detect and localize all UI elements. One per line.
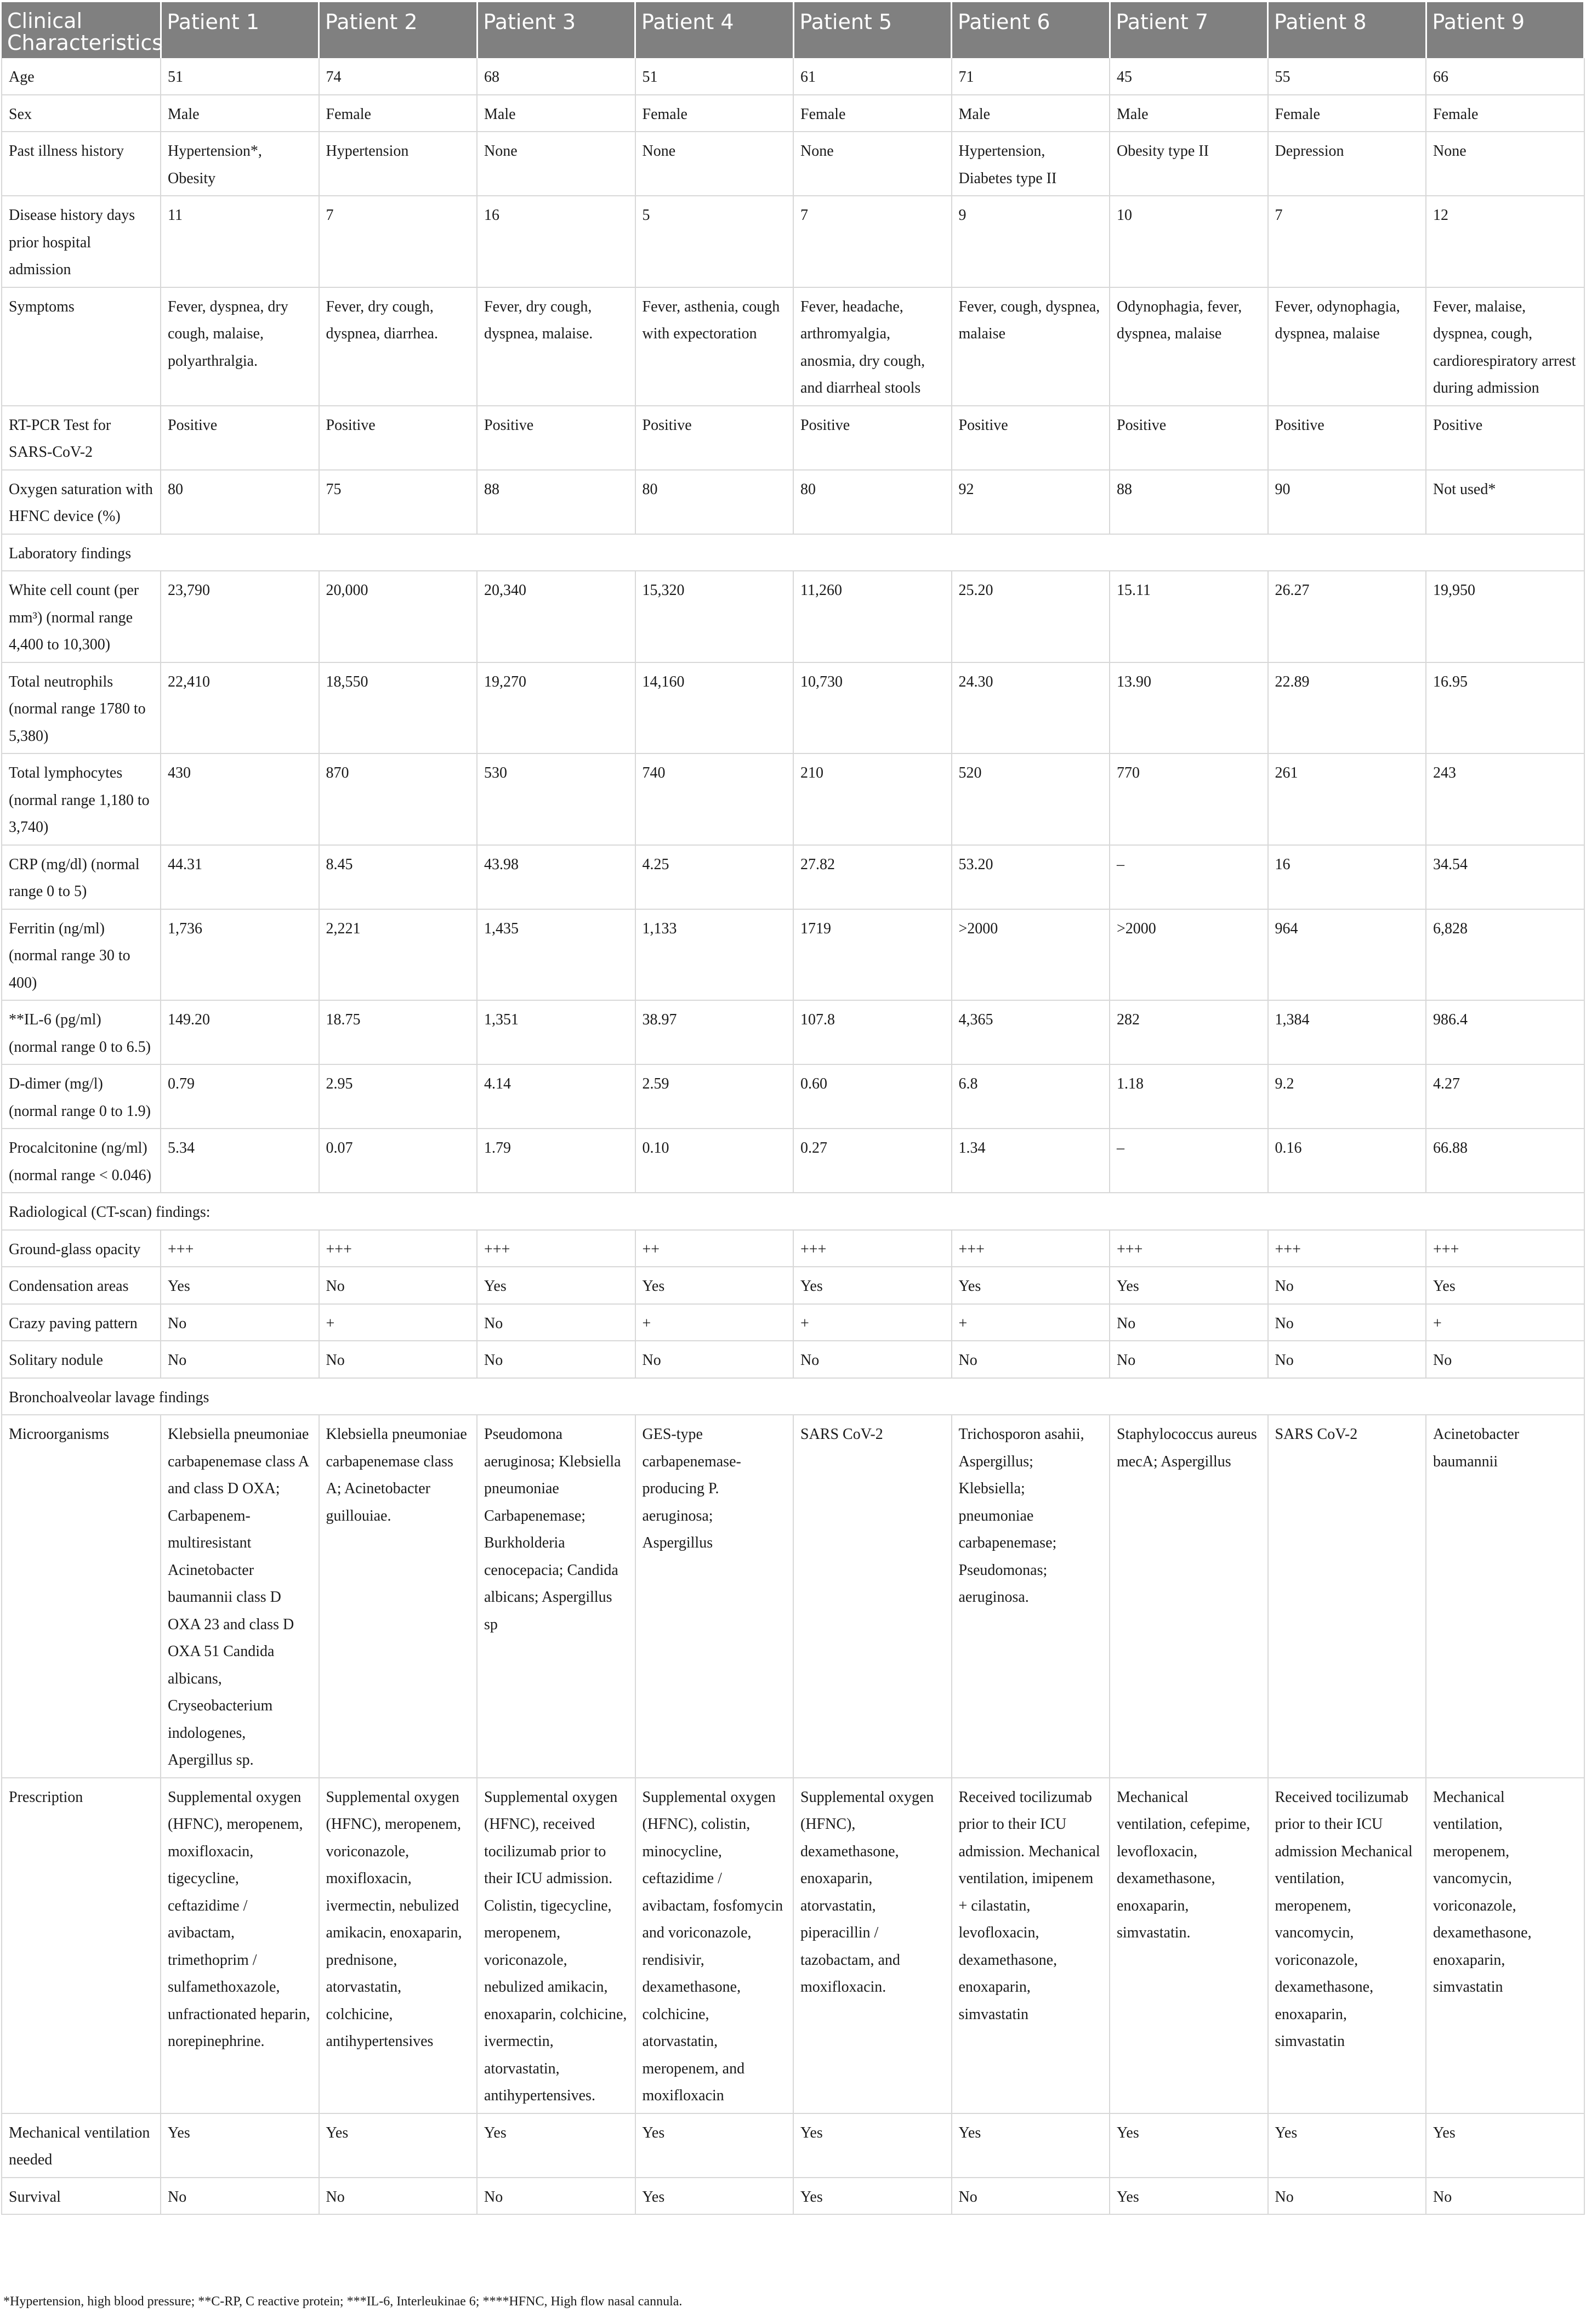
cell-patient-7: Yes [1110, 2178, 1268, 2215]
cell-patient-7: Obesity type II [1110, 132, 1268, 196]
cell-patient-2: No [319, 1341, 477, 1378]
cell-patient-1: 23,790 [161, 571, 319, 662]
cell-patient-8: Depression [1268, 132, 1426, 196]
cell-patient-2: 870 [319, 753, 477, 845]
cell-patient-5: Supplemental oxygen (HFNC), dexamethasone, enoxaparin, atorvastatin, piperacillin / tazobactam, and moxifloxacin. [793, 1778, 952, 2113]
cell-patient-2: Supplemental oxygen (HFNC), meropenem, voriconazole, moxifloxacin, ivermectin, nebulized amikacin, enoxaparin, prednisone, atorvastatin, colchicine, antihypertensives [319, 1778, 477, 2113]
row-label: Procalcitonine (ng/ml) (normal range < 0.046) [2, 1129, 161, 1193]
row-label: Oxygen saturation with HFNC device (%) [2, 470, 161, 534]
cell-patient-9: 4.27 [1426, 1064, 1584, 1129]
row-label: Prescription [2, 1778, 161, 2113]
cell-patient-9: 16.95 [1426, 662, 1584, 754]
cell-patient-9: 66.88 [1426, 1129, 1584, 1193]
header-patient-9: Patient 9 [1426, 2, 1584, 58]
cell-patient-1: 22,410 [161, 662, 319, 754]
cell-patient-7: 13.90 [1110, 662, 1268, 754]
cell-patient-6: 24.30 [952, 662, 1110, 754]
cell-patient-8: Received tocilizumab prior to their ICU admission Mechanical ventilation, meropenem, vancomycin, voriconazole, dexamethasone, enoxaparin, simvastatin [1268, 1778, 1426, 2113]
cell-patient-6: Male [952, 95, 1110, 132]
cell-patient-5: Female [793, 95, 952, 132]
cell-patient-4: + [635, 1304, 794, 1341]
section-label: Laboratory findings [2, 534, 1584, 571]
cell-patient-9: 12 [1426, 196, 1584, 287]
cell-patient-3: Male [477, 95, 635, 132]
cell-patient-4: Yes [635, 1267, 794, 1304]
row-label: Survival [2, 2178, 161, 2215]
cell-patient-9: 6,828 [1426, 909, 1584, 1001]
cell-patient-4: 740 [635, 753, 794, 845]
cell-patient-9: Not used* [1426, 470, 1584, 534]
cell-patient-9: Acinetobacter baumannii [1426, 1415, 1584, 1778]
table-row-ferritin [2, 909, 1584, 1001]
cell-patient-1: Hypertension*, Obesity [161, 132, 319, 196]
cell-patient-6: Yes [952, 1267, 1110, 1304]
cell-patient-2: Hypertension [319, 132, 477, 196]
cell-patient-6: No [952, 1341, 1110, 1378]
cell-patient-1: Yes [161, 2113, 319, 2178]
cell-patient-6: 4,365 [952, 1000, 1110, 1064]
cell-patient-2: Yes [319, 2113, 477, 2178]
cell-patient-7: Yes [1110, 1267, 1268, 1304]
section-label: Bronchoalveolar lavage findings [2, 1378, 1584, 1415]
cell-patient-2: 75 [319, 470, 477, 534]
cell-patient-7: 1.18 [1110, 1064, 1268, 1129]
cell-patient-6: 92 [952, 470, 1110, 534]
row-label: RT-PCR Test for SARS-CoV-2 [2, 406, 161, 470]
cell-patient-4: Female [635, 95, 794, 132]
cell-patient-6: 9 [952, 196, 1110, 287]
header-patient-8: Patient 8 [1268, 2, 1426, 58]
cell-patient-4: GES-type carbapenemase-producing P. aeruginosa; Aspergillus [635, 1415, 794, 1778]
cell-patient-2: Positive [319, 406, 477, 470]
cell-patient-5: Yes [793, 1267, 952, 1304]
table-row-past-illness [2, 132, 1584, 196]
cell-patient-7: Staphylococcus aureus mecA; Aspergillus [1110, 1415, 1268, 1778]
cell-patient-3: +++ [477, 1230, 635, 1267]
cell-patient-9: Yes [1426, 2113, 1584, 2178]
cell-patient-4: 51 [635, 58, 794, 95]
row-label: Symptoms [2, 287, 161, 406]
cell-patient-8: 26.27 [1268, 571, 1426, 662]
cell-patient-6: 25.20 [952, 571, 1110, 662]
table-row-solitary-nodule [2, 1341, 1584, 1378]
cell-patient-5: 27.82 [793, 845, 952, 909]
cell-patient-7: Yes [1110, 2113, 1268, 2178]
cell-patient-4: 15,320 [635, 571, 794, 662]
table-row-survival [2, 2178, 1584, 2215]
cell-patient-2: Female [319, 95, 477, 132]
header-row [2, 2, 1584, 58]
cell-patient-1: Fever, dyspnea, dry cough, malaise, polyarthralgia. [161, 287, 319, 406]
row-label: CRP (mg/dl) (normal range 0 to 5) [2, 845, 161, 909]
cell-patient-9: None [1426, 132, 1584, 196]
cell-patient-2: 2.95 [319, 1064, 477, 1129]
cell-patient-2: 18,550 [319, 662, 477, 754]
table-row-sex [2, 95, 1584, 132]
cell-patient-2: 2,221 [319, 909, 477, 1001]
cell-patient-3: 530 [477, 753, 635, 845]
cell-patient-5: SARS CoV-2 [793, 1415, 952, 1778]
cell-patient-8: 1,384 [1268, 1000, 1426, 1064]
cell-patient-2: Fever, dry cough, dyspnea, diarrhea. [319, 287, 477, 406]
cell-patient-1: 80 [161, 470, 319, 534]
row-label: Mechanical ventilation needed [2, 2113, 161, 2178]
cell-patient-1: 51 [161, 58, 319, 95]
cell-patient-5: No [793, 1341, 952, 1378]
cell-patient-3: No [477, 1341, 635, 1378]
cell-patient-1: Supplemental oxygen (HFNC), meropenem, moxifloxacin, tigecycline, ceftazidime / avibactam, trimethoprim / sulfamethoxazole, unfractionated heparin, norepinephrine. [161, 1778, 319, 2113]
cell-patient-2: 74 [319, 58, 477, 95]
cell-patient-9: +++ [1426, 1230, 1584, 1267]
cell-patient-8: 964 [1268, 909, 1426, 1001]
cell-patient-6: 6.8 [952, 1064, 1110, 1129]
table-row-procalcitonine [2, 1129, 1584, 1193]
table-row-wbc [2, 571, 1584, 662]
cell-patient-4: No [635, 1341, 794, 1378]
row-label: Sex [2, 95, 161, 132]
cell-patient-3: No [477, 2178, 635, 2215]
cell-patient-8: 9.2 [1268, 1064, 1426, 1129]
header-patient-7: Patient 7 [1110, 2, 1268, 58]
cell-patient-7: 15.11 [1110, 571, 1268, 662]
cell-patient-5: 80 [793, 470, 952, 534]
cell-patient-9: 986.4 [1426, 1000, 1584, 1064]
cell-patient-5: Positive [793, 406, 952, 470]
cell-patient-5: None [793, 132, 952, 196]
cell-patient-8: Fever, odynophagia, dyspnea, malaise [1268, 287, 1426, 406]
section-row-radiological [2, 1193, 1584, 1230]
row-label: Disease history days prior hospital admission [2, 196, 161, 287]
cell-patient-6: 1.34 [952, 1129, 1110, 1193]
cell-patient-6: Hypertension, Diabetes type II [952, 132, 1110, 196]
header-patient-1: Patient 1 [161, 2, 319, 58]
cell-patient-1: Positive [161, 406, 319, 470]
cell-patient-9: + [1426, 1304, 1584, 1341]
row-label: Microorganisms [2, 1415, 161, 1778]
table-row-il6 [2, 1000, 1584, 1064]
cell-patient-4: None [635, 132, 794, 196]
cell-patient-5: Yes [793, 2113, 952, 2178]
cell-patient-9: Fever, malaise, dyspnea, cough, cardiorespiratory arrest during admission [1426, 287, 1584, 406]
cell-patient-2: +++ [319, 1230, 477, 1267]
cell-patient-4: 14,160 [635, 662, 794, 754]
cell-patient-8: No [1268, 1304, 1426, 1341]
cell-patient-8: 261 [1268, 753, 1426, 845]
cell-patient-6: Fever, cough, dyspnea, malaise [952, 287, 1110, 406]
cell-patient-9: Yes [1426, 1267, 1584, 1304]
header-patient-2: Patient 2 [319, 2, 477, 58]
row-label: Ground-glass opacity [2, 1230, 161, 1267]
cell-patient-9: 243 [1426, 753, 1584, 845]
cell-patient-5: 1719 [793, 909, 952, 1001]
cell-patient-2: 8.45 [319, 845, 477, 909]
cell-patient-7: 10 [1110, 196, 1268, 287]
cell-patient-9: No [1426, 1341, 1584, 1378]
cell-patient-3: 43.98 [477, 845, 635, 909]
table-row-crazy-paving [2, 1304, 1584, 1341]
cell-patient-3: Pseudomona aeruginosa; Klebsiella pneumoniae Carbapenemase; Burkholderia cenocepacia; Candida albicans; Aspergillus sp [477, 1415, 635, 1778]
row-label: Solitary nodule [2, 1341, 161, 1378]
cell-patient-4: Supplemental oxygen (HFNC), colistin, minocycline, ceftazidime / avibactam, fosfomycin and voriconazole, rendisivir, dexamethasone, colchicine, atorvastatin, meropenem, and moxifloxacin [635, 1778, 794, 2113]
table-row-symptoms [2, 287, 1584, 406]
row-label: Total neutrophils (normal range 1780 to 5,380) [2, 662, 161, 754]
cell-patient-2: 7 [319, 196, 477, 287]
cell-patient-1: Yes [161, 1267, 319, 1304]
row-label: Crazy paving pattern [2, 1304, 161, 1341]
cell-patient-1: Klebsiella pneumoniae carbapenemase class A and class D OXA; Carbapenem-multiresistant Acinetobacter baumannii class D OXA 23 and class D OXA 51 Candida albicans, Cryseobacterium indologenes, Apergillus sp. [161, 1415, 319, 1778]
cell-patient-4: 4.25 [635, 845, 794, 909]
cell-patient-5: Yes [793, 2178, 952, 2215]
cell-patient-7: No [1110, 1341, 1268, 1378]
cell-patient-7: Positive [1110, 406, 1268, 470]
row-label: White cell count (per mm³) (normal range 4,400 to 10,300) [2, 571, 161, 662]
cell-patient-6: 53.20 [952, 845, 1110, 909]
clinical-table-container [1, 2, 1584, 2215]
cell-patient-1: 44.31 [161, 845, 319, 909]
cell-patient-4: Fever, asthenia, cough with expectoration [635, 287, 794, 406]
cell-patient-3: Yes [477, 2113, 635, 2178]
cell-patient-5: 107.8 [793, 1000, 952, 1064]
cell-patient-3: 1,435 [477, 909, 635, 1001]
cell-patient-1: No [161, 2178, 319, 2215]
cell-patient-5: 11,260 [793, 571, 952, 662]
cell-patient-1: 430 [161, 753, 319, 845]
table-row-disease-days [2, 196, 1584, 287]
cell-patient-2: Klebsiella pneumoniae carbapenemase class A; Acinetobacter guillouiae. [319, 1415, 477, 1778]
cell-patient-4: Positive [635, 406, 794, 470]
cell-patient-8: SARS CoV-2 [1268, 1415, 1426, 1778]
table-row-prescription [2, 1778, 1584, 2113]
cell-patient-4: Yes [635, 2178, 794, 2215]
cell-patient-7: >2000 [1110, 909, 1268, 1001]
cell-patient-7: 88 [1110, 470, 1268, 534]
cell-patient-4: Yes [635, 2113, 794, 2178]
cell-patient-3: 1,351 [477, 1000, 635, 1064]
cell-patient-7: Male [1110, 95, 1268, 132]
cell-patient-7: – [1110, 845, 1268, 909]
cell-patient-1: Male [161, 95, 319, 132]
cell-patient-4: ++ [635, 1230, 794, 1267]
cell-patient-1: No [161, 1304, 319, 1341]
section-label: Radiological (CT-scan) findings: [2, 1193, 1584, 1230]
row-label: Condensation areas [2, 1267, 161, 1304]
table-row-oxygen-saturation [2, 470, 1584, 534]
cell-patient-3: 68 [477, 58, 635, 95]
header-patient-3: Patient 3 [477, 2, 635, 58]
cell-patient-3: No [477, 1304, 635, 1341]
cell-patient-3: Supplemental oxygen (HFNC), received tocilizumab prior to their ICU admission. Colistin, tigecycline, meropenem, voriconazole, nebulized amikacin, enoxaparin, colchicine, ivermectin, atorvastatin, antihypertensives. [477, 1778, 635, 2113]
header-clinical-characteristics: Clinical Characteristics [2, 2, 161, 58]
cell-patient-4: 1,133 [635, 909, 794, 1001]
cell-patient-2: + [319, 1304, 477, 1341]
cell-patient-8: No [1268, 1341, 1426, 1378]
table-row-mech-ventilation [2, 2113, 1584, 2178]
cell-patient-1: 1,736 [161, 909, 319, 1001]
cell-patient-2: No [319, 2178, 477, 2215]
row-label: **IL-6 (pg/ml) (normal range 0 to 6.5) [2, 1000, 161, 1064]
table-body [2, 58, 1584, 2214]
cell-patient-6: >2000 [952, 909, 1110, 1001]
cell-patient-9: Positive [1426, 406, 1584, 470]
cell-patient-6: + [952, 1304, 1110, 1341]
cell-patient-9: 34.54 [1426, 845, 1584, 909]
cell-patient-6: Positive [952, 406, 1110, 470]
row-label: Total lymphocytes (normal range 1,180 to 3,740) [2, 753, 161, 845]
section-row-bal-findings [2, 1378, 1584, 1415]
cell-patient-3: 1.79 [477, 1129, 635, 1193]
table-row-lymphocytes [2, 753, 1584, 845]
table-row-age [2, 58, 1584, 95]
cell-patient-1: 5.34 [161, 1129, 319, 1193]
cell-patient-7: +++ [1110, 1230, 1268, 1267]
row-label: Ferritin (ng/ml) (normal range 30 to 400) [2, 909, 161, 1001]
cell-patient-9: 66 [1426, 58, 1584, 95]
clinical-characteristics-table [1, 2, 1585, 2215]
cell-patient-2: 20,000 [319, 571, 477, 662]
cell-patient-1: 11 [161, 196, 319, 287]
cell-patient-3: 88 [477, 470, 635, 534]
cell-patient-6: Yes [952, 2113, 1110, 2178]
table-row-ground-glass [2, 1230, 1584, 1267]
cell-patient-6: +++ [952, 1230, 1110, 1267]
table-row-d-dimer [2, 1064, 1584, 1129]
cell-patient-5: Fever, headache, arthromyalgia, anosmia, dry cough, and diarrheal stools [793, 287, 952, 406]
cell-patient-9: Mechanical ventilation, meropenem, vancomycin, voriconazole, dexamethasone, enoxaparin, simvastatin [1426, 1778, 1584, 2113]
table-footnote: *Hypertension, high blood pressure; **C-RP, C reactive protein; ***IL-6, Interleukinae 6; ****HFNC, High flow nasal cannula. [3, 2294, 683, 2309]
table-row-rt-pcr [2, 406, 1584, 470]
cell-patient-6: Trichosporon asahii, Aspergillus; Klebsiella; pneumoniae carbapenemase; Pseudomonas; aeruginosa. [952, 1415, 1110, 1778]
cell-patient-5: 10,730 [793, 662, 952, 754]
cell-patient-8: 0.16 [1268, 1129, 1426, 1193]
cell-patient-8: 90 [1268, 470, 1426, 534]
cell-patient-8: Female [1268, 95, 1426, 132]
cell-patient-6: Received tocilizumab prior to their ICU admission. Mechanical ventilation, imipenem + cilastatin, levofloxacin, dexamethasone, enoxaparin, simvastatin [952, 1778, 1110, 2113]
cell-patient-3: Positive [477, 406, 635, 470]
cell-patient-1: 149.20 [161, 1000, 319, 1064]
cell-patient-3: None [477, 132, 635, 196]
cell-patient-4: 38.97 [635, 1000, 794, 1064]
cell-patient-8: Yes [1268, 2113, 1426, 2178]
row-label: Age [2, 58, 161, 95]
header-patient-5: Patient 5 [793, 2, 952, 58]
header-patient-6: Patient 6 [952, 2, 1110, 58]
cell-patient-8: Positive [1268, 406, 1426, 470]
table-header [2, 2, 1584, 58]
cell-patient-6: 71 [952, 58, 1110, 95]
cell-patient-1: +++ [161, 1230, 319, 1267]
cell-patient-7: 45 [1110, 58, 1268, 95]
cell-patient-4: 0.10 [635, 1129, 794, 1193]
cell-patient-3: 20,340 [477, 571, 635, 662]
cell-patient-3: 16 [477, 196, 635, 287]
cell-patient-8: 55 [1268, 58, 1426, 95]
cell-patient-9: 19,950 [1426, 571, 1584, 662]
table-row-neutrophils [2, 662, 1584, 754]
table-row-crp [2, 845, 1584, 909]
cell-patient-8: 22.89 [1268, 662, 1426, 754]
cell-patient-5: 0.60 [793, 1064, 952, 1129]
cell-patient-3: Fever, dry cough, dyspnea, malaise. [477, 287, 635, 406]
cell-patient-5: 61 [793, 58, 952, 95]
cell-patient-7: – [1110, 1129, 1268, 1193]
cell-patient-4: 80 [635, 470, 794, 534]
cell-patient-7: 770 [1110, 753, 1268, 845]
cell-patient-5: 0.27 [793, 1129, 952, 1193]
cell-patient-2: 18.75 [319, 1000, 477, 1064]
cell-patient-4: 5 [635, 196, 794, 287]
cell-patient-9: Female [1426, 95, 1584, 132]
row-label: D-dimer (mg/l) (normal range 0 to 1.9) [2, 1064, 161, 1129]
table-row-condensation [2, 1267, 1584, 1304]
section-row-lab-findings [2, 534, 1584, 571]
cell-patient-7: Mechanical ventilation, cefepime, levofloxacin, dexamethasone, enoxaparin, simvastatin. [1110, 1778, 1268, 2113]
cell-patient-3: Yes [477, 1267, 635, 1304]
cell-patient-8: +++ [1268, 1230, 1426, 1267]
cell-patient-2: 0.07 [319, 1129, 477, 1193]
cell-patient-8: No [1268, 2178, 1426, 2215]
cell-patient-8: No [1268, 1267, 1426, 1304]
header-patient-4: Patient 4 [635, 2, 794, 58]
cell-patient-8: 7 [1268, 196, 1426, 287]
cell-patient-5: 210 [793, 753, 952, 845]
cell-patient-7: 282 [1110, 1000, 1268, 1064]
cell-patient-2: No [319, 1267, 477, 1304]
cell-patient-4: 2.59 [635, 1064, 794, 1129]
cell-patient-5: + [793, 1304, 952, 1341]
cell-patient-9: No [1426, 2178, 1584, 2215]
cell-patient-3: 4.14 [477, 1064, 635, 1129]
cell-patient-5: +++ [793, 1230, 952, 1267]
cell-patient-6: 520 [952, 753, 1110, 845]
cell-patient-3: 19,270 [477, 662, 635, 754]
table-row-microorganisms [2, 1415, 1584, 1778]
cell-patient-1: 0.79 [161, 1064, 319, 1129]
cell-patient-7: No [1110, 1304, 1268, 1341]
cell-patient-1: No [161, 1341, 319, 1378]
row-label: Past illness history [2, 132, 161, 196]
cell-patient-6: No [952, 2178, 1110, 2215]
cell-patient-5: 7 [793, 196, 952, 287]
cell-patient-8: 16 [1268, 845, 1426, 909]
cell-patient-7: Odynophagia, fever, dyspnea, malaise [1110, 287, 1268, 406]
